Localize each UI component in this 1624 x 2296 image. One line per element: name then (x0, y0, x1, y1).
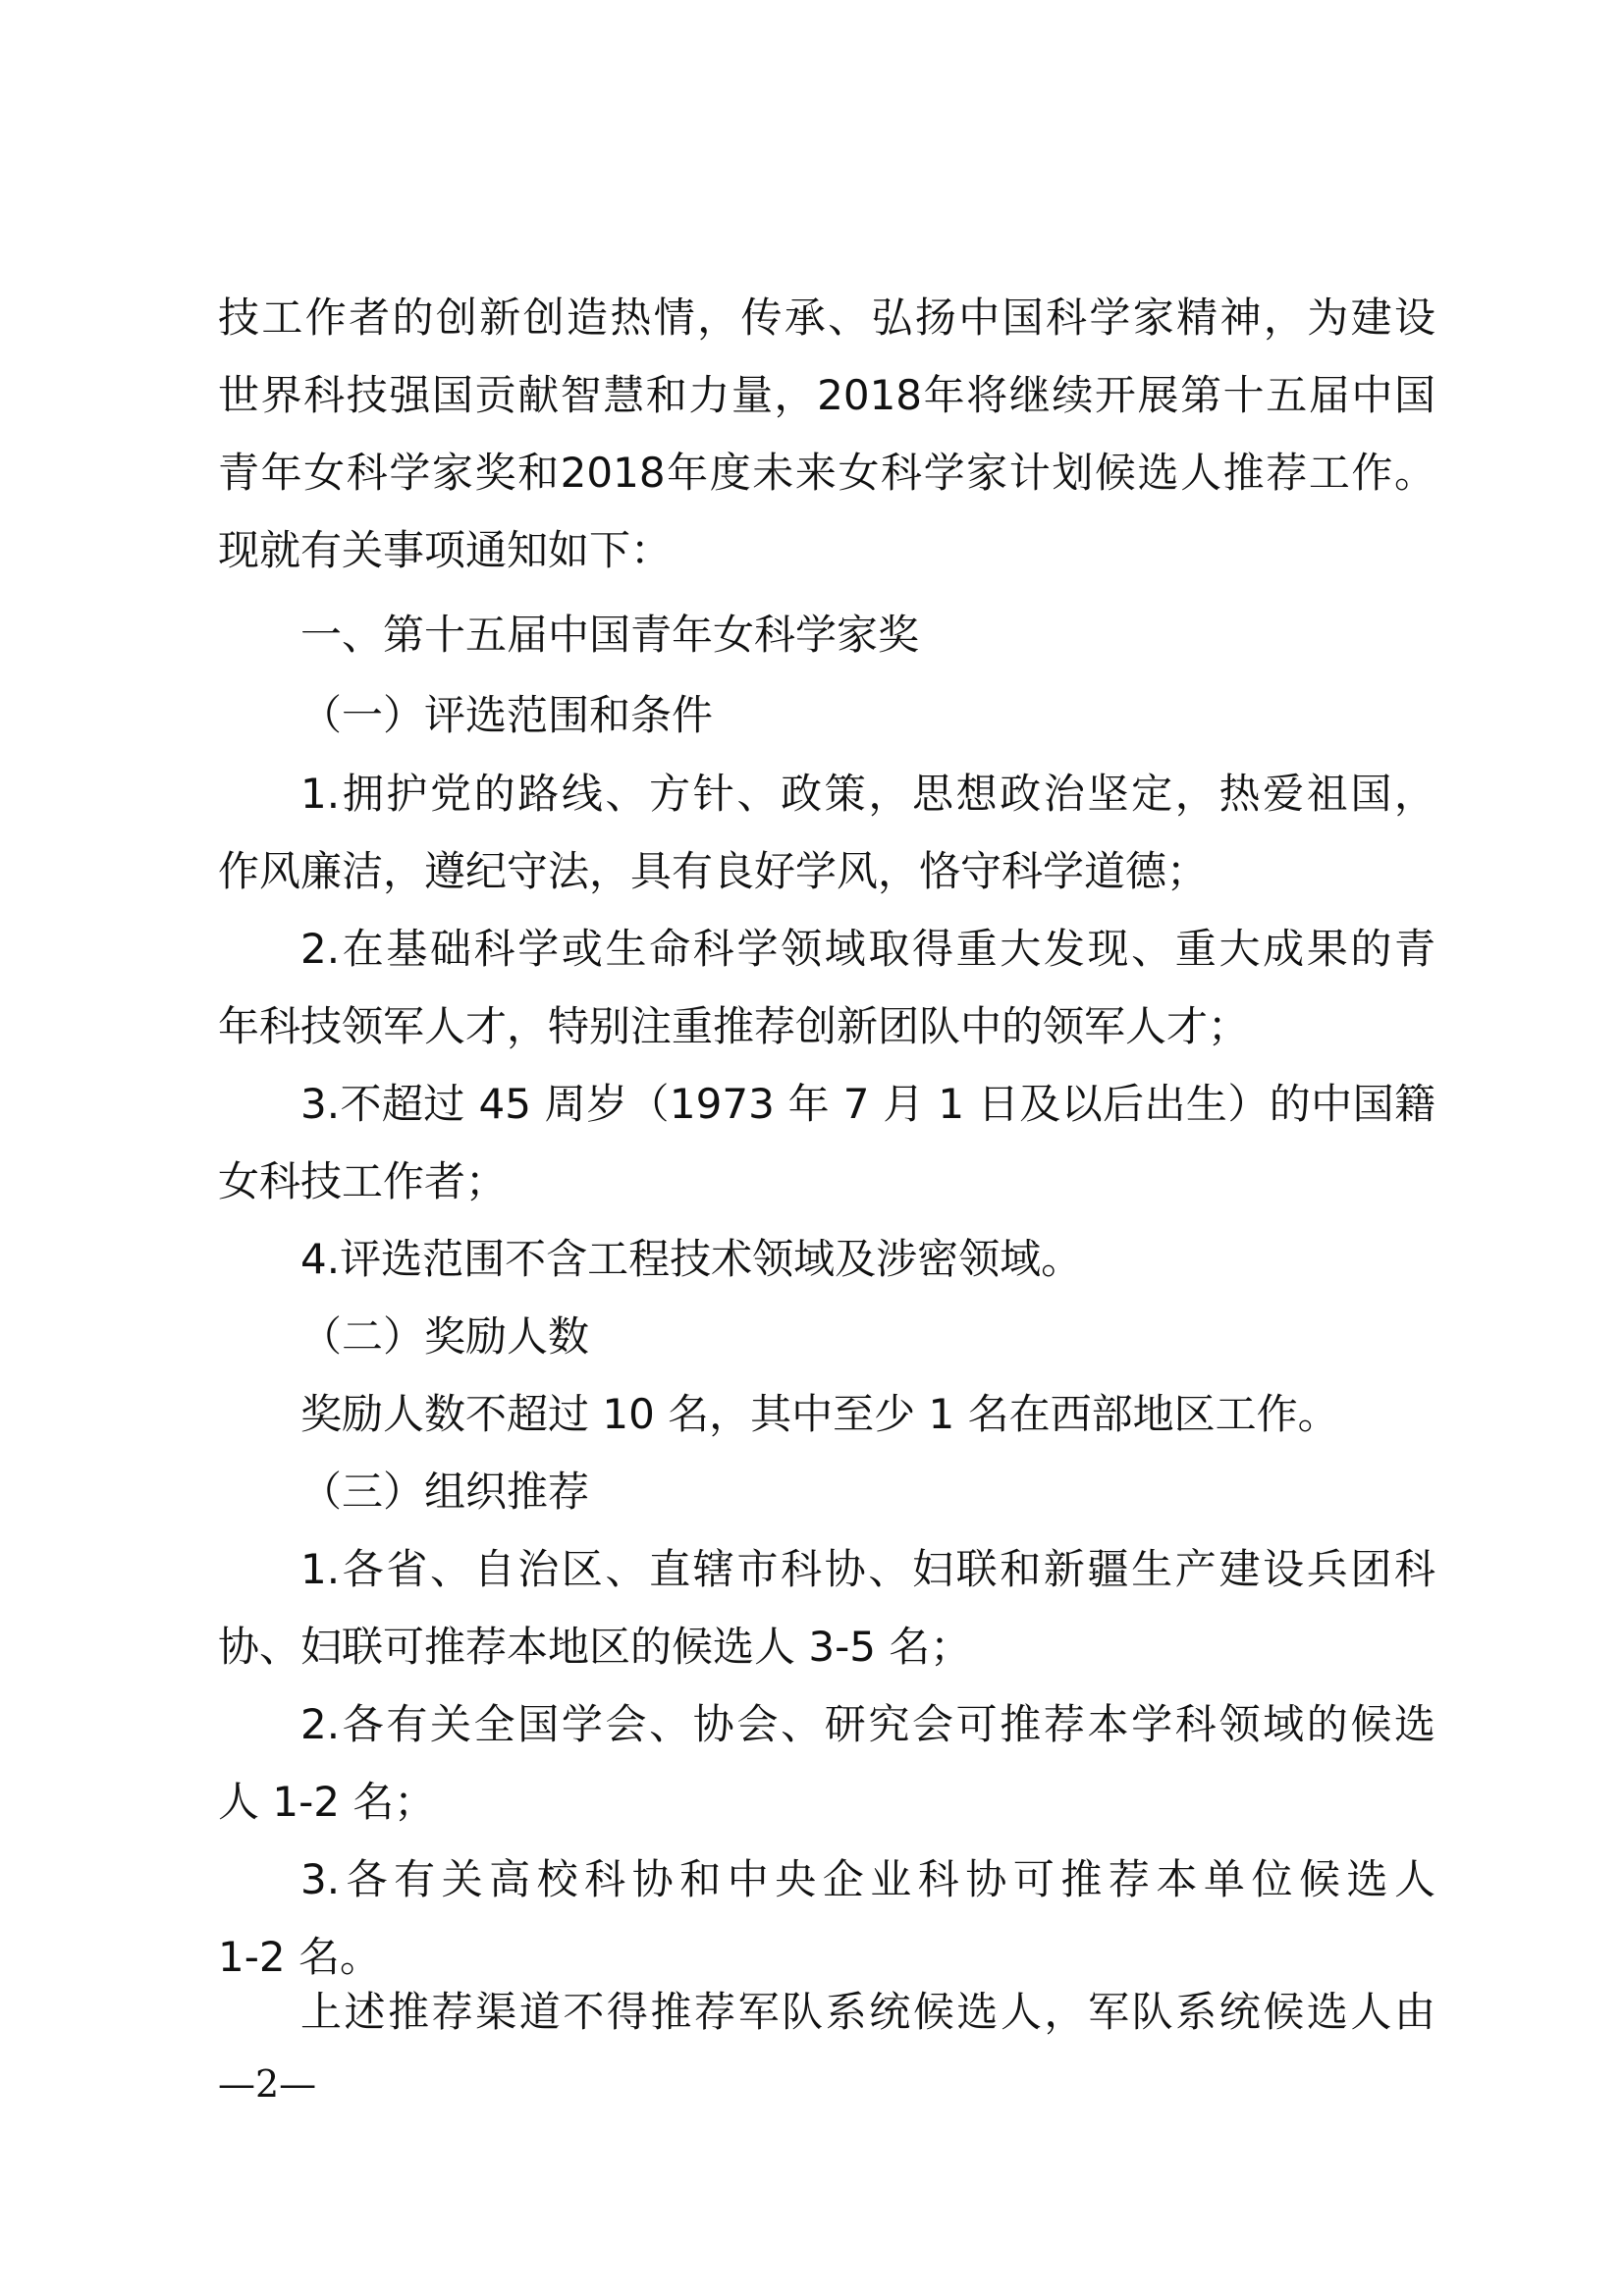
subsection-heading-1: （一）评选范围和条件 (300, 691, 714, 739)
condition-4: 4.评选范围不含工程技术领域及涉密领域。 (300, 1235, 1083, 1283)
body-line-1: 技工作者的创新创造热情，传承、弘扬中国科学家精神，为建设 (218, 294, 1435, 342)
recommend-3-line-2: 1-2 名。 (218, 1933, 381, 1981)
recommend-2-line-2: 人 1-2 名； (218, 1778, 436, 1826)
recommend-1-line-1: 1.各省、自治区、直辖市科协、妇联和新疆生产建设兵团科 (300, 1545, 1435, 1593)
recommend-1-line-2: 协、妇联可推荐本地区的候选人 3-5 名； (218, 1623, 972, 1671)
condition-1-line-2: 作风廉洁，遵纪守法，具有良好学风，恪守科学道德； (218, 847, 1209, 895)
section-heading-1: 一、第十五届中国青年女科学家奖 (300, 611, 920, 659)
recommend-2-line-1: 2.各有关全国学会、协会、研究会可推荐本学科领域的候选 (300, 1700, 1435, 1748)
award-count-text: 奖励人数不超过 10 名，其中至少 1 名在西部地区工作。 (300, 1390, 1339, 1438)
body-line-3: 青年女科学家奖和2018年度未来女科学家计划候选人推荐工作。 (218, 449, 1435, 497)
condition-2-line-2: 年科技领军人才，特别注重推荐创新团队中的领军人才； (218, 1002, 1250, 1050)
recommend-3-line-1: 3.各有关高校科协和中央企业科协可推荐本单位候选人 (300, 1855, 1435, 1903)
subsection-heading-2: （二）奖励人数 (300, 1312, 590, 1361)
condition-3-line-2: 女科技工作者； (218, 1157, 508, 1205)
page-number: —2— (218, 2062, 317, 2106)
closing-line: 上述推荐渠道不得推荐军队系统候选人，军队系统候选人由 (300, 1988, 1435, 2036)
body-line-4: 现就有关事项通知如下： (218, 526, 673, 574)
condition-3-line-1: 3.不超过 45 周岁（1973 年 7 月 1 日及以后出生）的中国籍 (300, 1080, 1435, 1128)
subsection-heading-3: （三）组织推荐 (300, 1468, 590, 1516)
condition-1-line-1: 1.拥护党的路线、方针、政策，思想政治坚定，热爱祖国， (300, 770, 1435, 818)
body-line-2: 世界科技强国贡献智慧和力量，2018年将继续开展第十五届中国 (218, 371, 1435, 419)
condition-2-line-1: 2.在基础科学或生命科学领域取得重大发现、重大成果的青 (300, 925, 1435, 973)
